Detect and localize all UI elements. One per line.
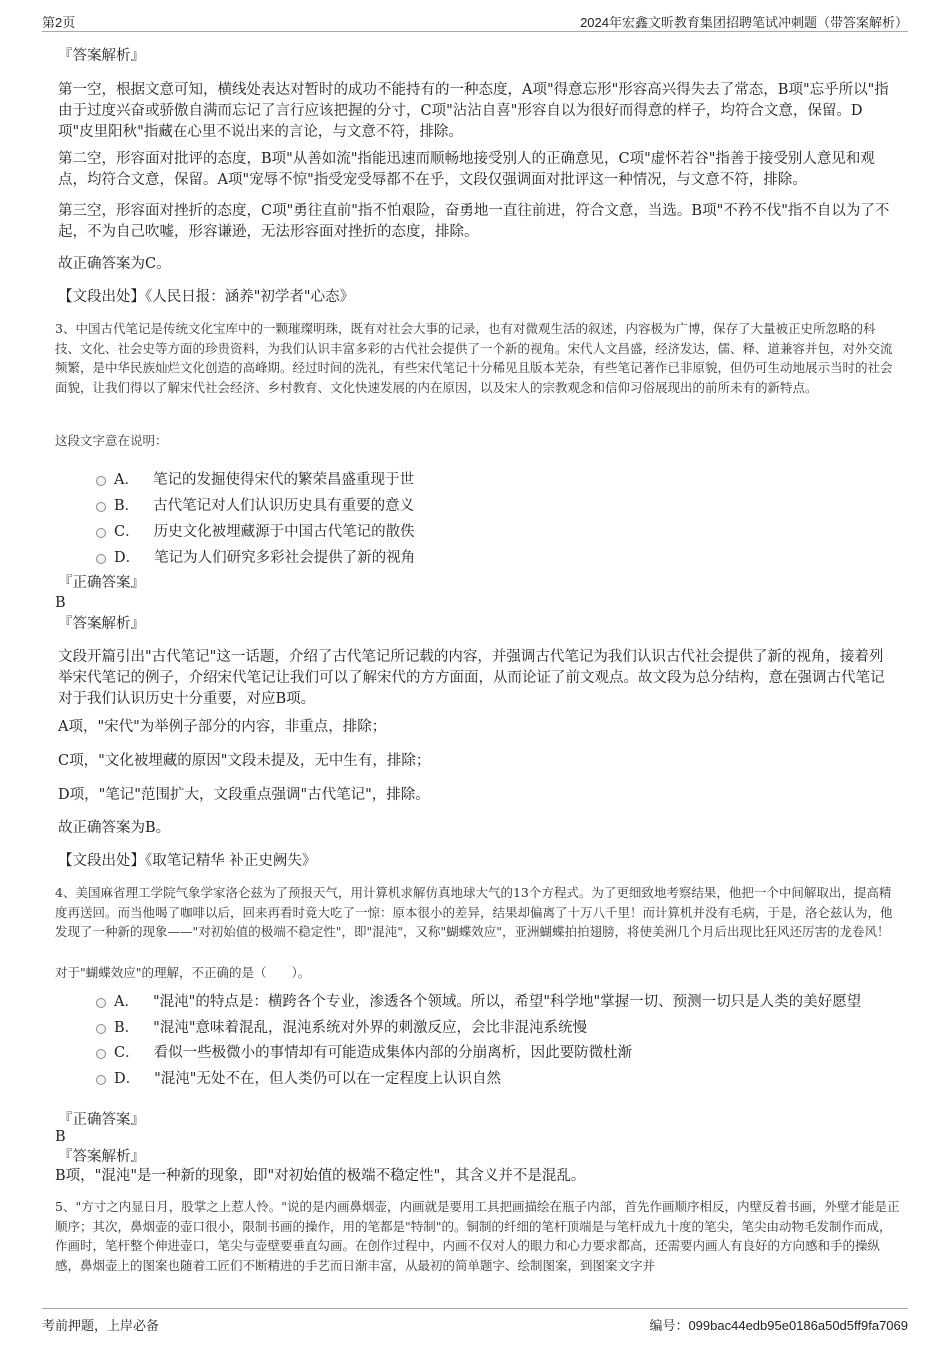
question-stem: 3、中国古代笔记是传统文化宝库中的一颗璀璨明珠，既有对社会大事的记录，也有对微观生活的叙述，内容极为广博，保存了大量被正史所忽略的科技、文化、社会史等方面的珍贵资料，为我们认识丰富多彩的古代社会提供了一个新的视角。宋代人文昌盛，经济发达，儒、释、道兼容并包，对外交流频繁，是中华民族灿烂文化创造的高峰期。经过时间的洗礼，有些宋代笔记十分稀见且版本芜杂，有些笔记著作已非原貌，但仍可生动地展示当时的社会面貌，让我们得以了解宋代社会经济、乡村教育、文化快速发展的内在原因，以及宋人的宗教观念和信仰习俗展现出的前所未有的新特点。 — [55, 321, 893, 395]
analysis-para: 第一空，根据文意可知，横线处表达对暂时的成功不能持有的一种态度，A项"得意忘形"形容高兴得失去了常态，B项"忘乎所以"指由于过度兴奋或骄傲自满而忘记了言行应该把握的分寸，C项"沾沾自喜"形容自以为很好而得意的样子，均符合文意，保留。D项"皮里阳秋"指藏在心里不说出来的言论，与文意不符，排除。 — [58, 82, 889, 140]
answer-value: B — [55, 595, 66, 611]
radio-icon[interactable] — [96, 476, 106, 486]
option-c[interactable]: C． 历史文化被埋藏源于中国古代笔记的散佚 — [96, 520, 910, 540]
option-a[interactable]: A． "混沌"的特点是：横跨各个专业，渗透各个领域。所以，希望"科学地"掌握一切、预测一切只是人类的美好愿望 — [96, 990, 910, 1010]
question-stem: 4、美国麻省理工学院气象学家洛仑兹为了预报天气，用计算机求解仿真地球大气的13个方程式。为了更细致地考察结果，他把一个中间解取出，提高精度再送回。而当他喝了咖啡以后，回来再看时竟大吃了一惊：原本很小的差异，结果却偏离了十万八千里！而计算机并没有毛病，于是，洛仑兹认为，他发现了一种新的现象——"对初始值的极端不稳定性"，即"混沌"，又称"蝴蝶效应"，亚洲蝴蝶拍拍翅膀，将使美洲几个月后出现比狂风还厉害的龙卷风！ — [55, 885, 893, 939]
page-header — [42, 12, 908, 32]
analysis-para: D项，"笔记"范围扩大，文段重点强调"古代笔记"，排除。 — [58, 787, 430, 803]
footer-slogan: 考前押题，上岸必备 — [42, 1318, 160, 1333]
radio-icon[interactable] — [96, 528, 106, 538]
analysis-para: 第二空，形容面对批评的态度，B项"从善如流"指能迅速而顺畅地接受别人的正确意见，C项"虚怀若谷"指善于接受别人意见和观点，均符合文意，保留。A项"宠辱不惊"指受宠受辱都不在乎，文段仅强调面对批评这一种情况，与文意不符，排除。 — [58, 151, 875, 188]
analysis-label: 『答案解析』 — [58, 1149, 145, 1165]
question-prompt: 这段文字意在说明： — [55, 433, 168, 448]
option-b[interactable]: B． 古代笔记对人们认识历史具有重要的意义 — [96, 494, 910, 514]
analysis-label: 『答案解析』 — [58, 48, 145, 64]
analysis-para: B项，"混沌"是一种新的现象，即"对初始值的极端不稳定性"，其含义并不是混乱。 — [55, 1168, 586, 1184]
option-b[interactable]: B． "混沌"意味着混乱，混沌系统对外界的刺激反应，会比非混沌系统慢 — [96, 1016, 910, 1036]
answer-label: 『正确答案』 — [58, 575, 145, 591]
source: 【文段出处】《取笔记精华 补正史阙失》 — [58, 853, 317, 869]
option-d[interactable]: D． "混沌"无处不在，但人类仍可以在一定程度上认识自然 — [96, 1067, 910, 1087]
question-stem: 5、"方寸之内显日月，股掌之上惹人怜。"说的是内画鼻烟壶，内画就是要用工具把画描绘在瓶子内部，首先作画顺序相反，内壁反着书画，外壁才能是正顺序；其次，鼻烟壶的壶口很小，限制书画的操作，用的笔都是"特制"的。铜制的纤细的笔杆顶端是与笔杆成九十度的笔尖，笔尖由动物毛发制作而成，作画时，笔杆整个伸进壶口，笔尖与壶壁要垂直勾画。在创作过程中，内画不仅对人的眼力和心力要求都高，还需要内画人有良好的方向感和手的操纵感，鼻烟壶上的图案也随着工匠们不断精进的手艺而日渐丰富，从最初的简单题字、绘制图案，到图案文字并 — [55, 1199, 900, 1273]
radio-icon[interactable] — [96, 1024, 106, 1034]
answer-conclusion: 故正确答案为B。 — [58, 820, 171, 836]
radio-icon[interactable] — [96, 1049, 106, 1059]
document-title: 2024年宏鑫文昕教育集团招聘笔试冲刺题（带答案解析） — [580, 15, 908, 30]
document-id: 编号：099bac44edb95e0186a50d5ff9fa7069 — [649, 1318, 908, 1333]
analysis-label: 『答案解析』 — [58, 616, 145, 632]
analysis-para: 文段开篇引出"古代笔记"这一话题，介绍了古代笔记所记载的内容，并强调古代笔记为我们认识古代社会提供了新的视角，接着列举宋代笔记的例子，介绍宋代笔记让我们可以了解宋代的方方面面，从而论证了前文观点。故文段为总分结构，意在强调古代笔记对于我们认识历史十分重要，对应B项。 — [58, 649, 885, 707]
option-d[interactable]: D． 笔记为人们研究多彩社会提供了新的视角 — [96, 546, 910, 566]
answer-value: B — [55, 1129, 66, 1145]
option-a[interactable]: A． 笔记的发掘使得宋代的繁荣昌盛重现于世 — [96, 468, 910, 488]
page-footer — [42, 1308, 908, 1334]
radio-icon[interactable] — [96, 502, 106, 512]
answer-label: 『正确答案』 — [58, 1112, 145, 1128]
option-c[interactable]: C． 看似一些极微小的事情却有可能造成集体内部的分崩离析，因此要防微杜渐 — [96, 1041, 910, 1061]
question-prompt: 对于"蝴蝶效应"的理解，不正确的是（ ）。 — [55, 965, 311, 980]
analysis-para: 第三空，形容面对挫折的态度，C项"勇往直前"指不怕艰险，奋勇地一直往前进，符合文意，当选。B项"不矜不伐"指不自以为了不起，不为自己吹嘘，形容谦逊，无法形容面对挫折的态度，排除。 — [58, 203, 890, 240]
radio-icon[interactable] — [96, 998, 106, 1008]
radio-icon[interactable] — [96, 554, 106, 564]
source: 【文段出处】《人民日报：涵养"初学者"心态》 — [58, 289, 355, 305]
answer-conclusion: 故正确答案为C。 — [58, 256, 171, 272]
analysis-para: A项，"宋代"为举例子部分的内容，非重点，排除； — [58, 719, 387, 735]
radio-icon[interactable] — [96, 1075, 106, 1085]
analysis-para: C项，"文化被埋藏的原因"文段未提及，无中生有，排除； — [58, 753, 431, 769]
page-number: 第2页 — [42, 15, 76, 30]
